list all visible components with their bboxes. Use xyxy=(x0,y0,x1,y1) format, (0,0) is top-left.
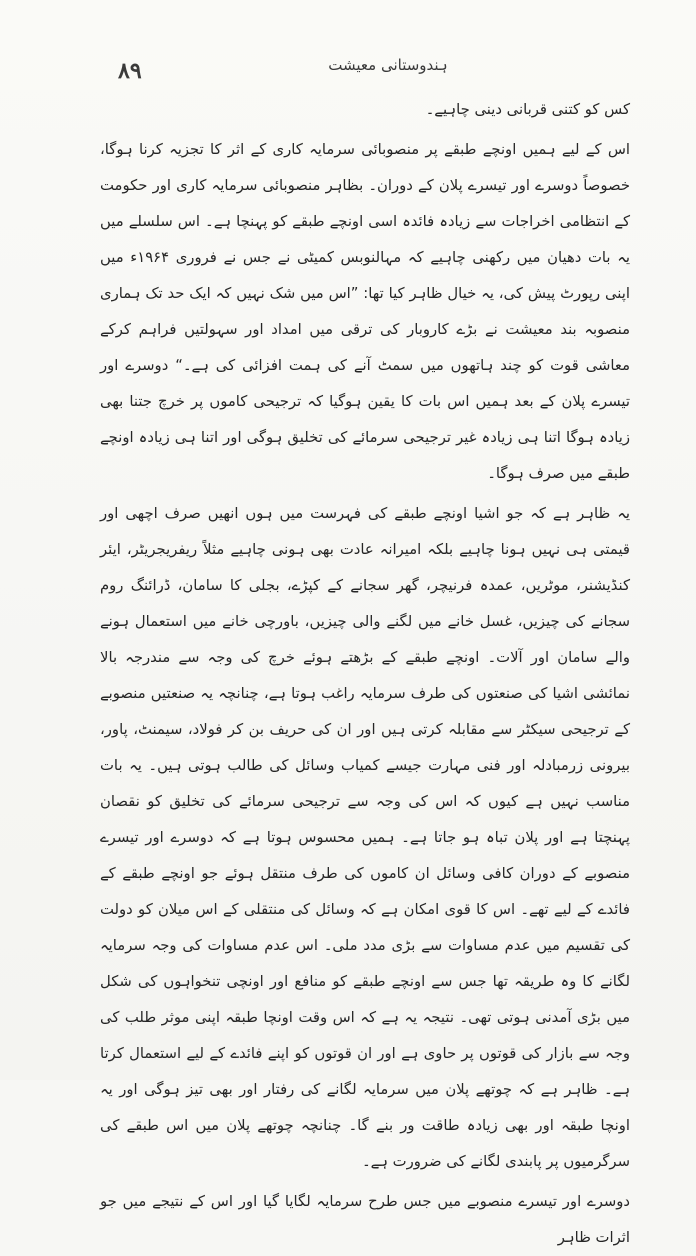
running-title xyxy=(0,56,696,74)
paragraph-2: اس کے لیے ہمیں اونچے طبقے پر منصوبائی سرمایہ کاری کے اثر کا تجزیہ کرنا ہوگا، خصوصاً دوسرے اور تیسرے پلان کے دوران۔ بظاہر منصوبائی سرمایہ کاری اور حکومت کے انتظامی اخراجات سے زیادہ فائدہ اسی اونچے طبقے کو پہنچا ہے۔ اس سلسلے میں یہ بات دھیان میں رکھنی چاہیے کہ مہالنوبس کمیٹی نے جس نے فروری ۱۹۶۴ء میں اپنی رپورٹ پیش کی، یہ خیال ظاہر کیا تھا: ”اس میں شک نہیں کہ ایک حد تک ہماری منصوبہ بند معیشت نے بڑے کاروبار کی ترقی میں امداد اور سہولتیں فراہم کرکے معاشی قوت کو چند ہاتھوں میں سمٹ آنے کی ہمت افزائی کی ہے۔“ دوسرے اور تیسرے پلان کے بعد ہمیں اس بات کا یقین ہوگیا کہ ترجیحی کاموں پر خرچ جتنا بھی زیادہ ہوگا اتنا ہی زیادہ غیر ترجیحی سرمائے کی تخلیق ہوگی اور اتنا ہی زیادہ اونچے طبقے میں صرف ہوگا۔ xyxy=(100,141,630,482)
page-number: ۸۹ xyxy=(118,58,142,84)
paragraph-4: دوسرے اور تیسرے منصوبے میں جس طرح سرمایہ لگایا گیا اور اس کے نتیجے میں جو اثرات ظاہر xyxy=(100,1193,630,1246)
paragraph-3: یہ ظاہر ہے کہ جو اشیا اونچے طبقے کی فہرست میں ہوں انھیں صرف اچھی اور قیمتی ہی نہیں ہونا چاہیے بلکہ امیرانہ عادت بھی ہونی چاہیے مثلاً ریفریجریٹر، ایئر کنڈیشنر، موٹریں، عمدہ فرنیچر، گھر سجانے کے کپڑے، بجلی کا سامان، ڈرائنگ روم سجانے کی چیزیں، غسل خانے میں لگنے والی چیزیں، باورچی خانے میں استعمال ہونے والے سامان اور آلات۔ اونچے طبقے کے بڑھتے ہوئے خرچ کی وجہ سے مندرجہ بالا نمائشی اشیا کی صنعتوں کی طرف سرمایہ راغب ہوتا ہے، چنانچہ یہ صنعتیں منصوبے کے ترجیحی سیکٹر سے مقابلہ کرتی ہیں اور ان کی حریف بن کر فولاد، سیمنٹ، پاور، بیرونی زرمبادلہ اور فنی مہارت جیسے کمیاب وسائل کی طالب ہوتی ہیں۔ یہ بات مناسب نہیں ہے کیوں کہ اس کی وجہ سے ترجیحی سرمائے کی تخلیق کو نقصان پہنچتا ہے اور پلان تباہ ہو جاتا ہے۔ ہمیں محسوس ہوتا ہے کہ دوسرے اور تیسرے منصوبے کے دوران کافی وسائل ان کاموں کی طرف منتقل ہوئے جو اونچے طبقے کے فائدے کے لیے تھے۔ اس کا قوی امکان ہے کہ وسائل کی منتقلی کے اس میلان کو دولت کی تقسیم میں عدم مساوات سے بڑی مدد ملی۔ اس عدم مساوات کی وجہ سرمایہ لگانے کا وہ طریقہ تھا جس سے اونچے طبقے کو منافع اور اونچی تنخواہوں کی شکل میں بڑی آمدنی ہوتی تھی۔ نتیجہ یہ ہے کہ اس وقت اونچا طبقہ اپنی موثر طلب کی وجہ سے بازار کی قوتوں پر حاوی ہے اور ان قوتوں کو اپنے فائدے کے لیے استعمال کرتا ہے۔ ظاہر ہے کہ چوتھے پلان میں سرمایہ لگانے کی رفتار اور بھی تیز ہوگی اور یہ اونچا طبقہ اور بھی زیادہ طاقت ور بنے گا۔ چنانچہ چوتھے پلان میں اس طبقے کی سرگرمیوں پر پابندی لگانے کی ضرورت ہے۔ xyxy=(100,505,630,1170)
body-text xyxy=(100,92,630,1256)
paragraph-1: کس کو کتنی قربانی دینی چاہیے۔ xyxy=(425,101,630,118)
running-title-text: ہندوستانی معیشت xyxy=(328,56,448,74)
